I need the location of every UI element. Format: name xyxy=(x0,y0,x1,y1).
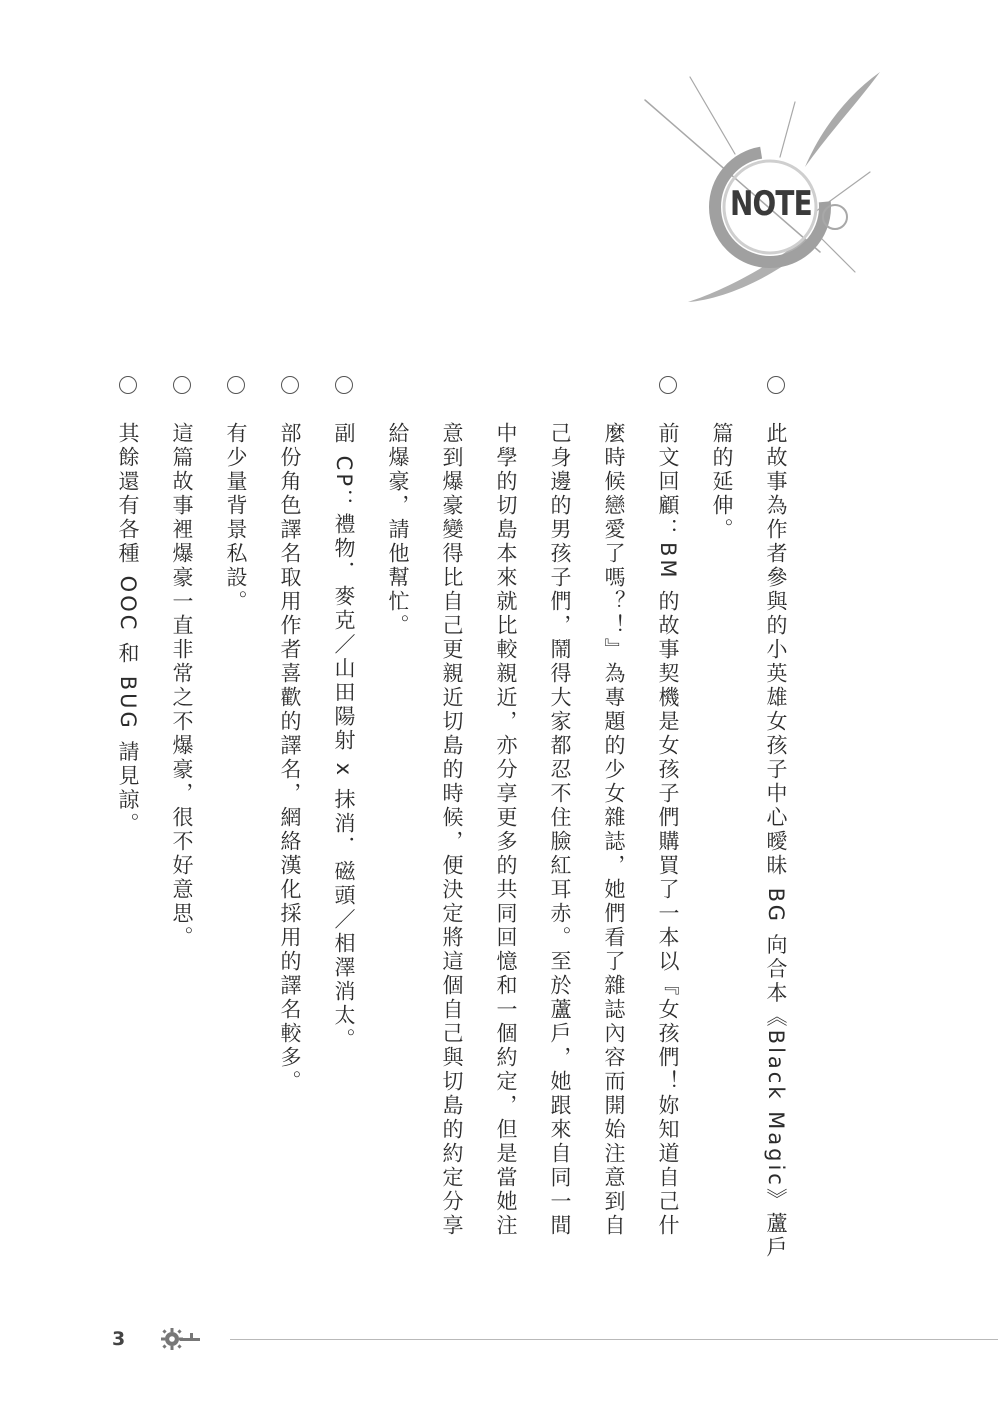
bullet-circle-icon xyxy=(659,376,677,394)
note-4-line-1: 部份角色譯名取用作者喜歡的譯名，網絡漢化採用的譯名較多。 xyxy=(278,422,302,1094)
note-2-line-3: 己身邊的男孩子們，鬧得大家都忍不住臉紅耳赤。至於蘆戶，她跟來自同一間 xyxy=(548,422,572,1238)
note-2-line-6: 給爆豪，請他幫忙。 xyxy=(386,422,410,638)
bullet-circle-icon xyxy=(173,376,191,394)
note-5-line-1: 有少量背景私設。 xyxy=(224,422,248,614)
gear-key-icon xyxy=(160,1326,202,1352)
bullet-circle-icon xyxy=(335,376,353,394)
note-2-line-1: 前文回顧：BM 的故事契機是女孩子們購買了一本以『女孩們！妳知道自己什 xyxy=(656,422,680,1239)
page-number: 3 xyxy=(112,1328,126,1350)
note-2-line-5: 意到爆豪變得比自己更親近切島的時候，便決定將這個自己與切島的約定分享 xyxy=(440,422,464,1238)
note-3-line-1: 副 CP：禮物．麥克／山田陽射 x 抹消．磁頭／相澤消太。 xyxy=(332,422,356,1052)
bullet-circle-icon xyxy=(767,376,785,394)
note-1-line-1: 此故事為作者參與的小英雄女孩子中心曖昧 BG 向合本《Black Magic》蘆戶 xyxy=(764,422,788,1260)
note-1-line-2: 篇的延伸。 xyxy=(710,422,734,542)
note-7-line-1: 其餘還有各種 OOC 和 BUG 請見諒。 xyxy=(116,422,140,837)
footer-rule xyxy=(230,1339,998,1340)
bullet-circle-icon xyxy=(281,376,299,394)
bullet-circle-icon xyxy=(227,376,245,394)
note-2-line-4: 中學的切島本來就比較親近，亦分享更多的共同回憶和一個約定，但是當她注 xyxy=(494,422,518,1238)
bullet-circle-icon xyxy=(119,376,137,394)
note-2-line-2: 麼時候戀愛了嗎？！』為專題的少女雜誌，她們看了雜誌內容而開始注意到自 xyxy=(602,422,626,1238)
note-6-line-1: 這篇故事裡爆豪一直非常之不爆豪，很不好意思。 xyxy=(170,422,194,950)
page-title: NOTE xyxy=(730,184,812,224)
